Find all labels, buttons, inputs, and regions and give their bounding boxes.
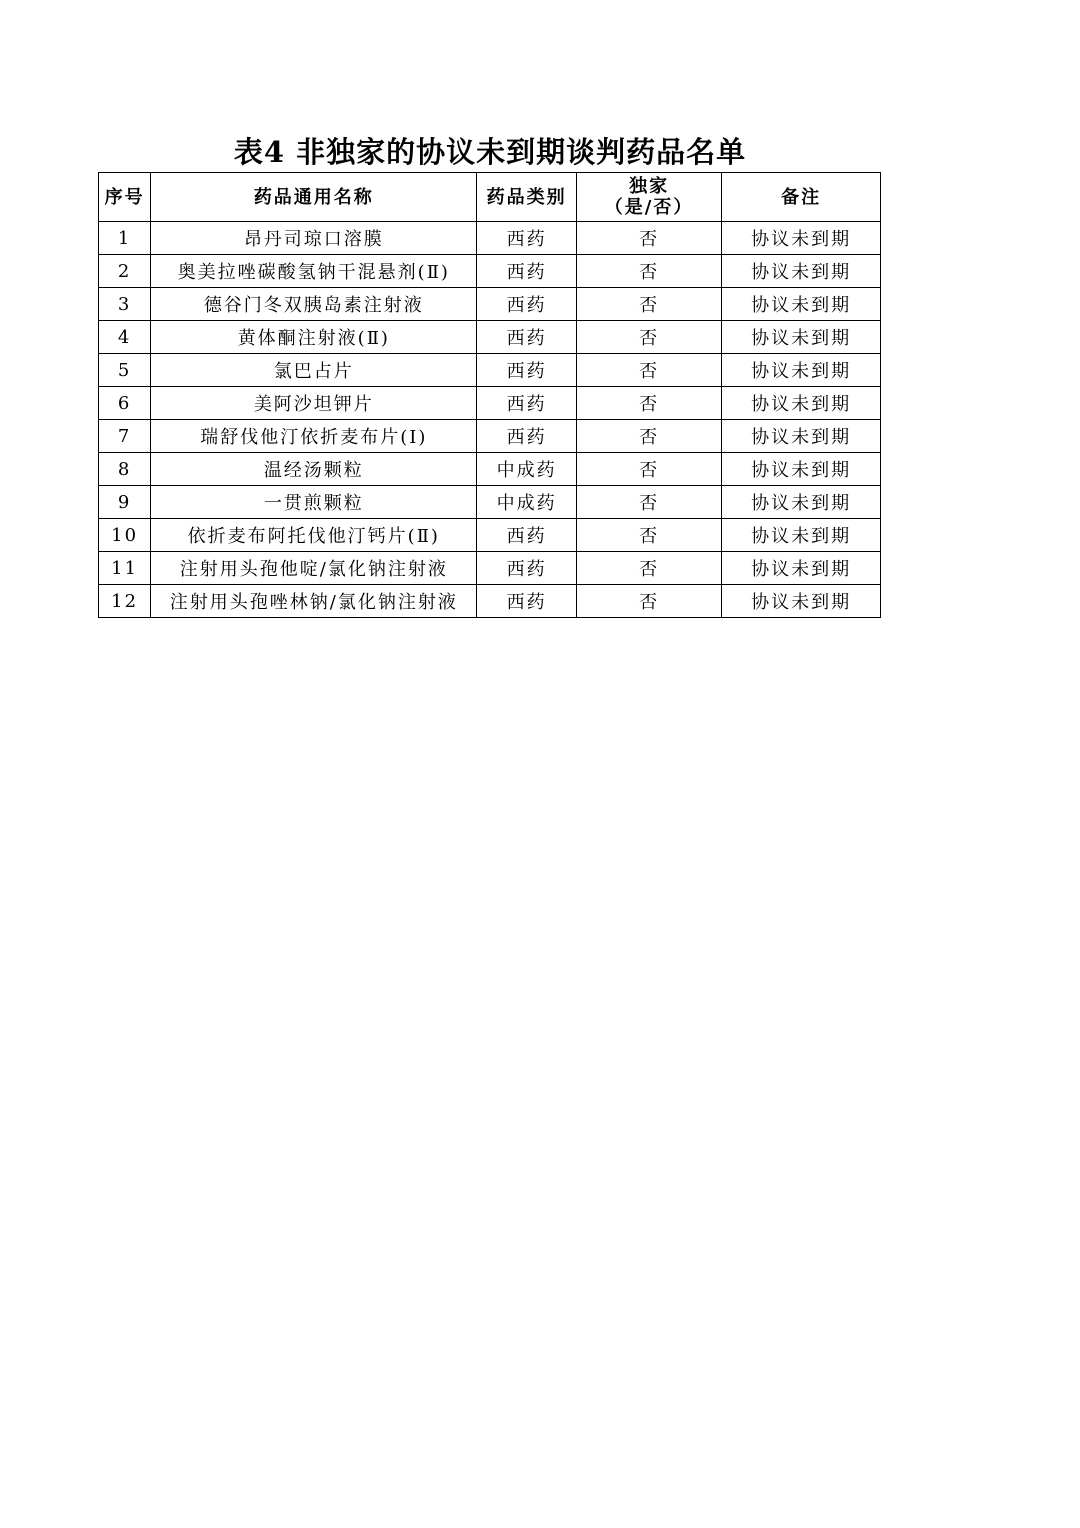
table-row	[99, 255, 881, 288]
cell-name: 黄体酮注射液(Ⅱ)	[151, 321, 477, 354]
cell-category: 西药	[477, 222, 576, 255]
cell-category: 西药	[477, 288, 576, 321]
cell-no: 10	[99, 519, 151, 552]
cell-category: 西药	[477, 585, 576, 618]
drug-table	[98, 172, 881, 618]
cell-exclusive: 否	[576, 288, 722, 321]
cell-note: 协议未到期	[722, 486, 881, 519]
cell-exclusive: 否	[576, 453, 722, 486]
cell-exclusive: 否	[576, 222, 722, 255]
cell-no: 9	[99, 486, 151, 519]
cell-note: 协议未到期	[722, 354, 881, 387]
cell-note: 协议未到期	[722, 255, 881, 288]
cell-name: 一贯煎颗粒	[151, 486, 477, 519]
cell-no: 5	[99, 354, 151, 387]
cell-category: 西药	[477, 420, 576, 453]
table-row	[99, 354, 881, 387]
cell-exclusive: 否	[576, 255, 722, 288]
table-row	[99, 222, 881, 255]
cell-category: 西药	[477, 387, 576, 420]
cell-note: 协议未到期	[722, 321, 881, 354]
cell-category: 西药	[477, 321, 576, 354]
cell-no: 2	[99, 255, 151, 288]
table-row	[99, 288, 881, 321]
cell-exclusive: 否	[576, 585, 722, 618]
cell-note: 协议未到期	[722, 420, 881, 453]
cell-exclusive: 否	[576, 486, 722, 519]
cell-category: 中成药	[477, 453, 576, 486]
cell-name: 注射用头孢他啶/氯化钠注射液	[151, 552, 477, 585]
cell-note: 协议未到期	[722, 453, 881, 486]
header-category: 药品类别	[477, 173, 576, 222]
cell-name: 温经汤颗粒	[151, 453, 477, 486]
cell-no: 4	[99, 321, 151, 354]
cell-name: 注射用头孢唑林钠/氯化钠注射液	[151, 585, 477, 618]
cell-exclusive: 否	[576, 519, 722, 552]
cell-note: 协议未到期	[722, 387, 881, 420]
cell-name: 德谷门冬双胰岛素注射液	[151, 288, 477, 321]
header-name: 药品通用名称	[151, 173, 477, 222]
cell-note: 协议未到期	[722, 552, 881, 585]
header-exclusive-line2: （是/否）	[604, 197, 694, 218]
cell-no: 3	[99, 288, 151, 321]
table-row	[99, 552, 881, 585]
table-row	[99, 321, 881, 354]
table-row	[99, 519, 881, 552]
table-row	[99, 453, 881, 486]
cell-category: 西药	[477, 255, 576, 288]
table-row	[99, 585, 881, 618]
cell-no: 8	[99, 453, 151, 486]
header-note: 备注	[722, 173, 881, 222]
cell-name: 氯巴占片	[151, 354, 477, 387]
cell-note: 协议未到期	[722, 519, 881, 552]
cell-category: 中成药	[477, 486, 576, 519]
cell-name: 瑞舒伐他汀依折麦布片(Ⅰ)	[151, 420, 477, 453]
cell-note: 协议未到期	[722, 288, 881, 321]
cell-name: 美阿沙坦钾片	[151, 387, 477, 420]
cell-no: 12	[99, 585, 151, 618]
cell-exclusive: 否	[576, 321, 722, 354]
table-row	[99, 387, 881, 420]
cell-category: 西药	[477, 552, 576, 585]
cell-exclusive: 否	[576, 420, 722, 453]
cell-exclusive: 否	[576, 354, 722, 387]
header-no: 序号	[99, 173, 151, 222]
cell-name: 依折麦布阿托伐他汀钙片(Ⅱ)	[151, 519, 477, 552]
cell-note: 协议未到期	[722, 222, 881, 255]
table-header-row	[99, 173, 881, 222]
cell-name: 奥美拉唑碳酸氢钠干混悬剂(Ⅱ)	[151, 255, 477, 288]
table-row	[99, 420, 881, 453]
cell-exclusive: 否	[576, 387, 722, 420]
table-row	[99, 486, 881, 519]
cell-name: 昂丹司琼口溶膜	[151, 222, 477, 255]
cell-no: 6	[99, 387, 151, 420]
page-title: 表4 非独家的协议未到期谈判药品名单	[233, 135, 747, 169]
cell-exclusive: 否	[576, 552, 722, 585]
cell-no: 11	[99, 552, 151, 585]
header-exclusive-line1: 独家	[629, 176, 670, 197]
cell-no: 1	[99, 222, 151, 255]
header-exclusive	[576, 173, 722, 222]
cell-category: 西药	[477, 519, 576, 552]
cell-note: 协议未到期	[722, 585, 881, 618]
cell-category: 西药	[477, 354, 576, 387]
cell-no: 7	[99, 420, 151, 453]
